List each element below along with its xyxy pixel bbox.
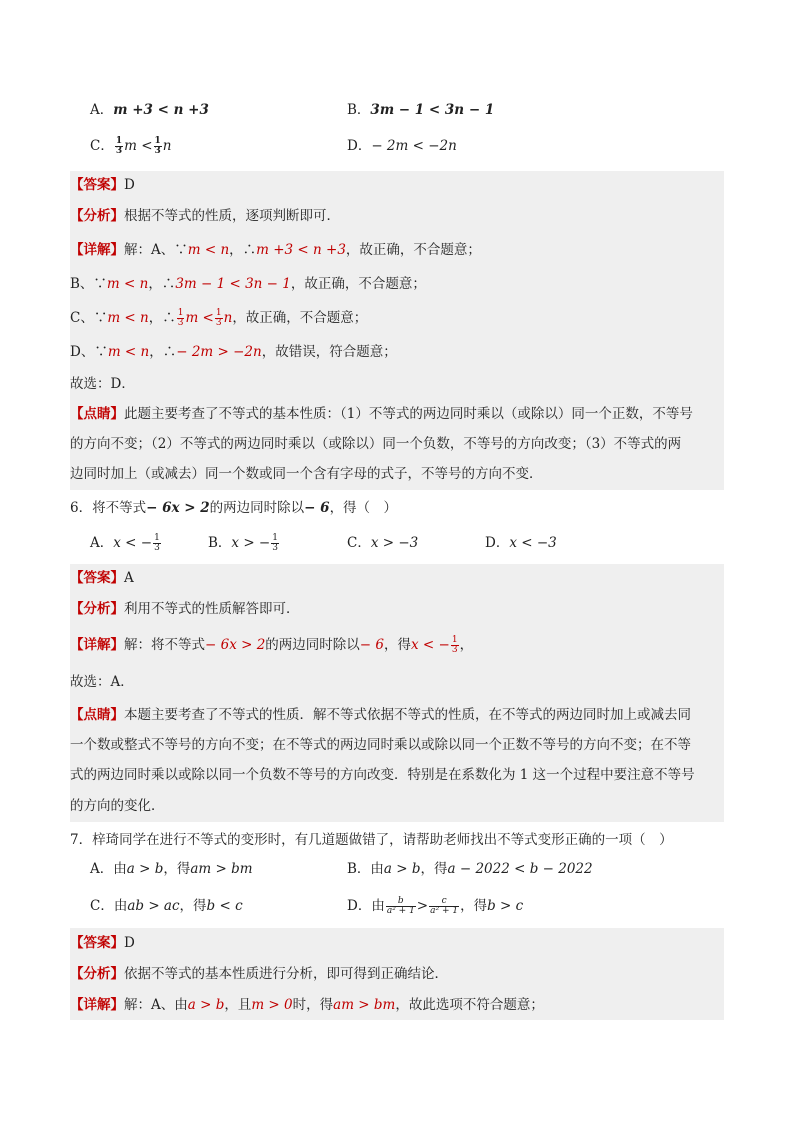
detail-line-a [70,233,724,267]
q6-option-c [347,533,418,553]
fraction-numerator: 1 [272,533,278,543]
detail-text: ，∴ [229,242,257,258]
detail-text: ，且 [224,997,252,1013]
fraction-numerator: b [386,897,416,907]
option-label: D．由 [347,898,385,914]
detail-text: ，∴ [148,276,176,292]
detail-text: ，故正确，不合题意； [232,310,368,326]
comment-tag: 【点睛】 [70,406,124,422]
math-expression: n [223,310,233,326]
q7-analysis-line [70,958,724,990]
comment-text: 边同时加上（或减去）同一个数或同一个含有字母的式子，不等号的方向不变． [70,466,543,482]
fraction-denominator: 3 [154,146,161,156]
math-expression: am > bm [190,861,253,877]
q5-option-c [90,136,171,156]
fraction-numerator: 1 [215,308,222,318]
q6-analysis-line [70,592,724,626]
choose-text: 故选：A． [70,674,134,690]
option-text: ，得 [420,861,448,877]
q6-choose-line [70,664,724,700]
fraction-numerator: 1 [115,136,123,146]
comment-tag: 【点睛】 [70,707,124,723]
option-label: C． [347,535,371,551]
q5-option-a [90,100,209,120]
answer-value: D [124,177,135,193]
question-text: 6．将不等式 [70,500,147,516]
option-expression: x < − [113,535,153,551]
fraction [386,897,416,916]
q6-option-d [485,533,557,553]
math-expression: m < n [187,242,230,258]
math-expression: m < n [107,310,149,326]
q7-option-d [347,896,523,916]
answer-tag: 【答案】 [70,177,124,193]
q6-comment-line-2 [70,730,724,760]
q6-option-b [208,533,280,553]
math-expression: am > bm [333,997,396,1013]
math-expression: − 6x > 2 [146,500,210,516]
q6-answer-line [70,564,724,592]
analysis-tag: 【分析】 [70,966,124,982]
detail-text: 解：将不等式 [124,637,205,653]
option-label: C． [90,138,114,154]
option-label: A．由 [90,861,127,877]
comment-line-2 [70,429,724,459]
q7-option-c [90,896,243,916]
q6-stem [70,496,724,520]
fraction [429,897,459,916]
option-text: ，得 [179,898,207,914]
fraction-denominator: 3 [451,645,458,655]
option-label: A． [90,102,114,118]
option-expression: x > − [231,535,271,551]
detail-text: D、∵ [70,344,108,360]
option-expression: 3m − 1 < 3n − 1 [370,102,495,118]
option-expression: n [162,138,172,154]
math-expression: m > 0 [251,997,293,1013]
answer-tag: 【答案】 [70,570,124,586]
option-expression: m < [124,138,153,154]
analysis-line [70,199,724,233]
option-label: A． [90,535,114,551]
comment-text: 式的两边同时乘以或除以同一个负数不等号的方向改变．特别是在系数化为 1 这一个过程中要注意不等号 [70,767,695,783]
comment-line-3 [70,459,724,490]
answer-line [70,171,724,199]
option-label: B． [208,535,232,551]
detail-text: ，故此选项不符合题意； [395,997,544,1013]
detail-text: B、∵ [70,276,107,292]
math-expression: 3m − 1 < 3n − 1 [175,276,291,292]
fraction [115,137,123,156]
option-label: D． [347,138,372,154]
analysis-tag: 【分析】 [70,208,124,224]
detail-text: ，故正确，不合题意； [345,242,481,258]
option-label: D． [485,535,510,551]
fraction-denominator: a² + 1 [386,906,415,916]
answer-value: A [124,570,134,586]
detail-line-d [70,335,724,369]
q6-detail-line [70,626,724,664]
math-expression: m < [185,310,214,326]
math-expression: m < n [107,344,150,360]
comment-text: 的方向的变化． [70,798,165,814]
q6-comment-line-3 [70,760,724,791]
q7-detail-line [70,990,724,1020]
comment-text: 此题主要考查了不等式的基本性质：（1）不等式的两边同时乘以（或除以）同一个正数，不等号 [124,406,693,422]
detail-tag: 【详解】 [70,997,124,1013]
fraction-denominator: 3 [154,543,160,553]
option-expression: x < −3 [509,535,557,551]
math-expression: b > c [487,898,524,914]
question-text: ，得（ ） [329,500,398,516]
math-expression: m +3 < n +3 [256,242,346,258]
fraction [153,534,161,553]
question-text: 7．梓琦同学在进行不等式的变形时，有几道题做错了，请帮助老师找出不等式变形正确的一项（ ） [70,832,673,848]
choose-text: 故选：D． [70,376,135,392]
q7-option-b [347,859,593,879]
math-expression: m < n [106,276,149,292]
fraction-numerator: 1 [451,635,458,645]
fraction-denominator: a² + 1 [430,906,459,916]
math-expression: − 6 [359,637,384,653]
math-expression: x < − [411,637,450,653]
detail-text: ，故正确，不合题意； [290,276,426,292]
option-text: ，得 [163,861,191,877]
analysis-tag: 【分析】 [70,601,124,617]
math-expression: − 6x > 2 [205,637,266,653]
math-expression: a > b [187,997,225,1013]
q5-option-d [347,136,457,156]
fraction-numerator: 1 [154,533,160,543]
detail-text: ，故错误，符合题意； [261,344,397,360]
detail-line-b [70,267,724,301]
option-text: ，得 [460,898,488,914]
detail-text: 时，得 [292,997,334,1013]
detail-text: 解：A、∵ [124,242,188,258]
comment-text: 本题主要考查了不等式的性质．解不等式依据不等式的性质，在不等式的两边同时加上或减去同 [124,707,691,723]
math-expression: > [416,898,429,914]
detail-text: ，得 [384,637,411,653]
question-text: 的两边同时除以 [209,500,305,516]
option-expression: − 2m < −2n [371,138,457,154]
q6-option-a [90,533,162,553]
analysis-text: 根据不等式的性质，逐项判断即可． [124,208,340,224]
math-expression: − 2m > −2n [176,344,262,360]
detail-text: ，∴ [148,310,176,326]
analysis-text: 利用不等式的性质解答即可． [124,601,300,617]
option-label: B． [347,102,371,118]
comment-text: 一个数或整式不等号的方向不变；在不等式的两边同时乘以或除以同一个正数不等号的方向不变；在不等 [70,737,691,753]
detail-text: ， [459,637,474,653]
detail-text: 的两边同时除以 [265,637,360,653]
fraction [271,534,279,553]
fraction-numerator: 1 [154,136,161,146]
comment-text: 的方向不变；（2）不等式的两边同时乘以（或除以）同一个负数，不等号的方向改变；（3）不等式的两 [70,436,682,452]
math-expression: b < c [206,898,243,914]
math-expression: − 6 [304,500,330,516]
q5-option-b [347,100,494,120]
fraction-denominator: 3 [215,318,222,328]
fraction-denominator: 3 [272,543,278,553]
q7-stem [70,828,724,852]
option-expression: x > −3 [370,535,419,551]
answer-tag: 【答案】 [70,935,124,951]
math-expression: a > b [383,861,421,877]
math-expression: a − 2022 < b − 2022 [447,861,593,877]
answer-value: D [124,935,135,951]
math-expression: ab > ac [127,898,180,914]
fraction-numerator: c [429,897,459,907]
option-expression: m +3 < n +3 [113,102,209,118]
q6-comment-line-4 [70,791,724,822]
detail-text: ，∴ [149,344,177,360]
fraction [451,636,459,655]
detail-text: 解：A、由 [124,997,188,1013]
fraction [177,309,185,328]
analysis-text: 依据不等式的基本性质进行分析，即可得到正确结论． [124,966,448,982]
fraction-denominator: 3 [115,146,123,156]
fraction-numerator: 1 [177,308,184,318]
option-label: B．由 [347,861,384,877]
q7-option-a [90,859,253,879]
fraction [154,137,162,156]
detail-text: C、∵ [70,310,108,326]
math-expression: a > b [126,861,164,877]
detail-line-c [70,301,724,335]
q7-answer-line [70,928,724,958]
choose-line [70,369,724,399]
q6-comment-line-1 [70,700,724,730]
comment-line-1 [70,399,724,429]
fraction [215,309,223,328]
option-label: C．由 [90,898,128,914]
detail-tag: 【详解】 [70,242,124,258]
detail-tag: 【详解】 [70,637,124,653]
fraction-denominator: 3 [177,318,184,328]
